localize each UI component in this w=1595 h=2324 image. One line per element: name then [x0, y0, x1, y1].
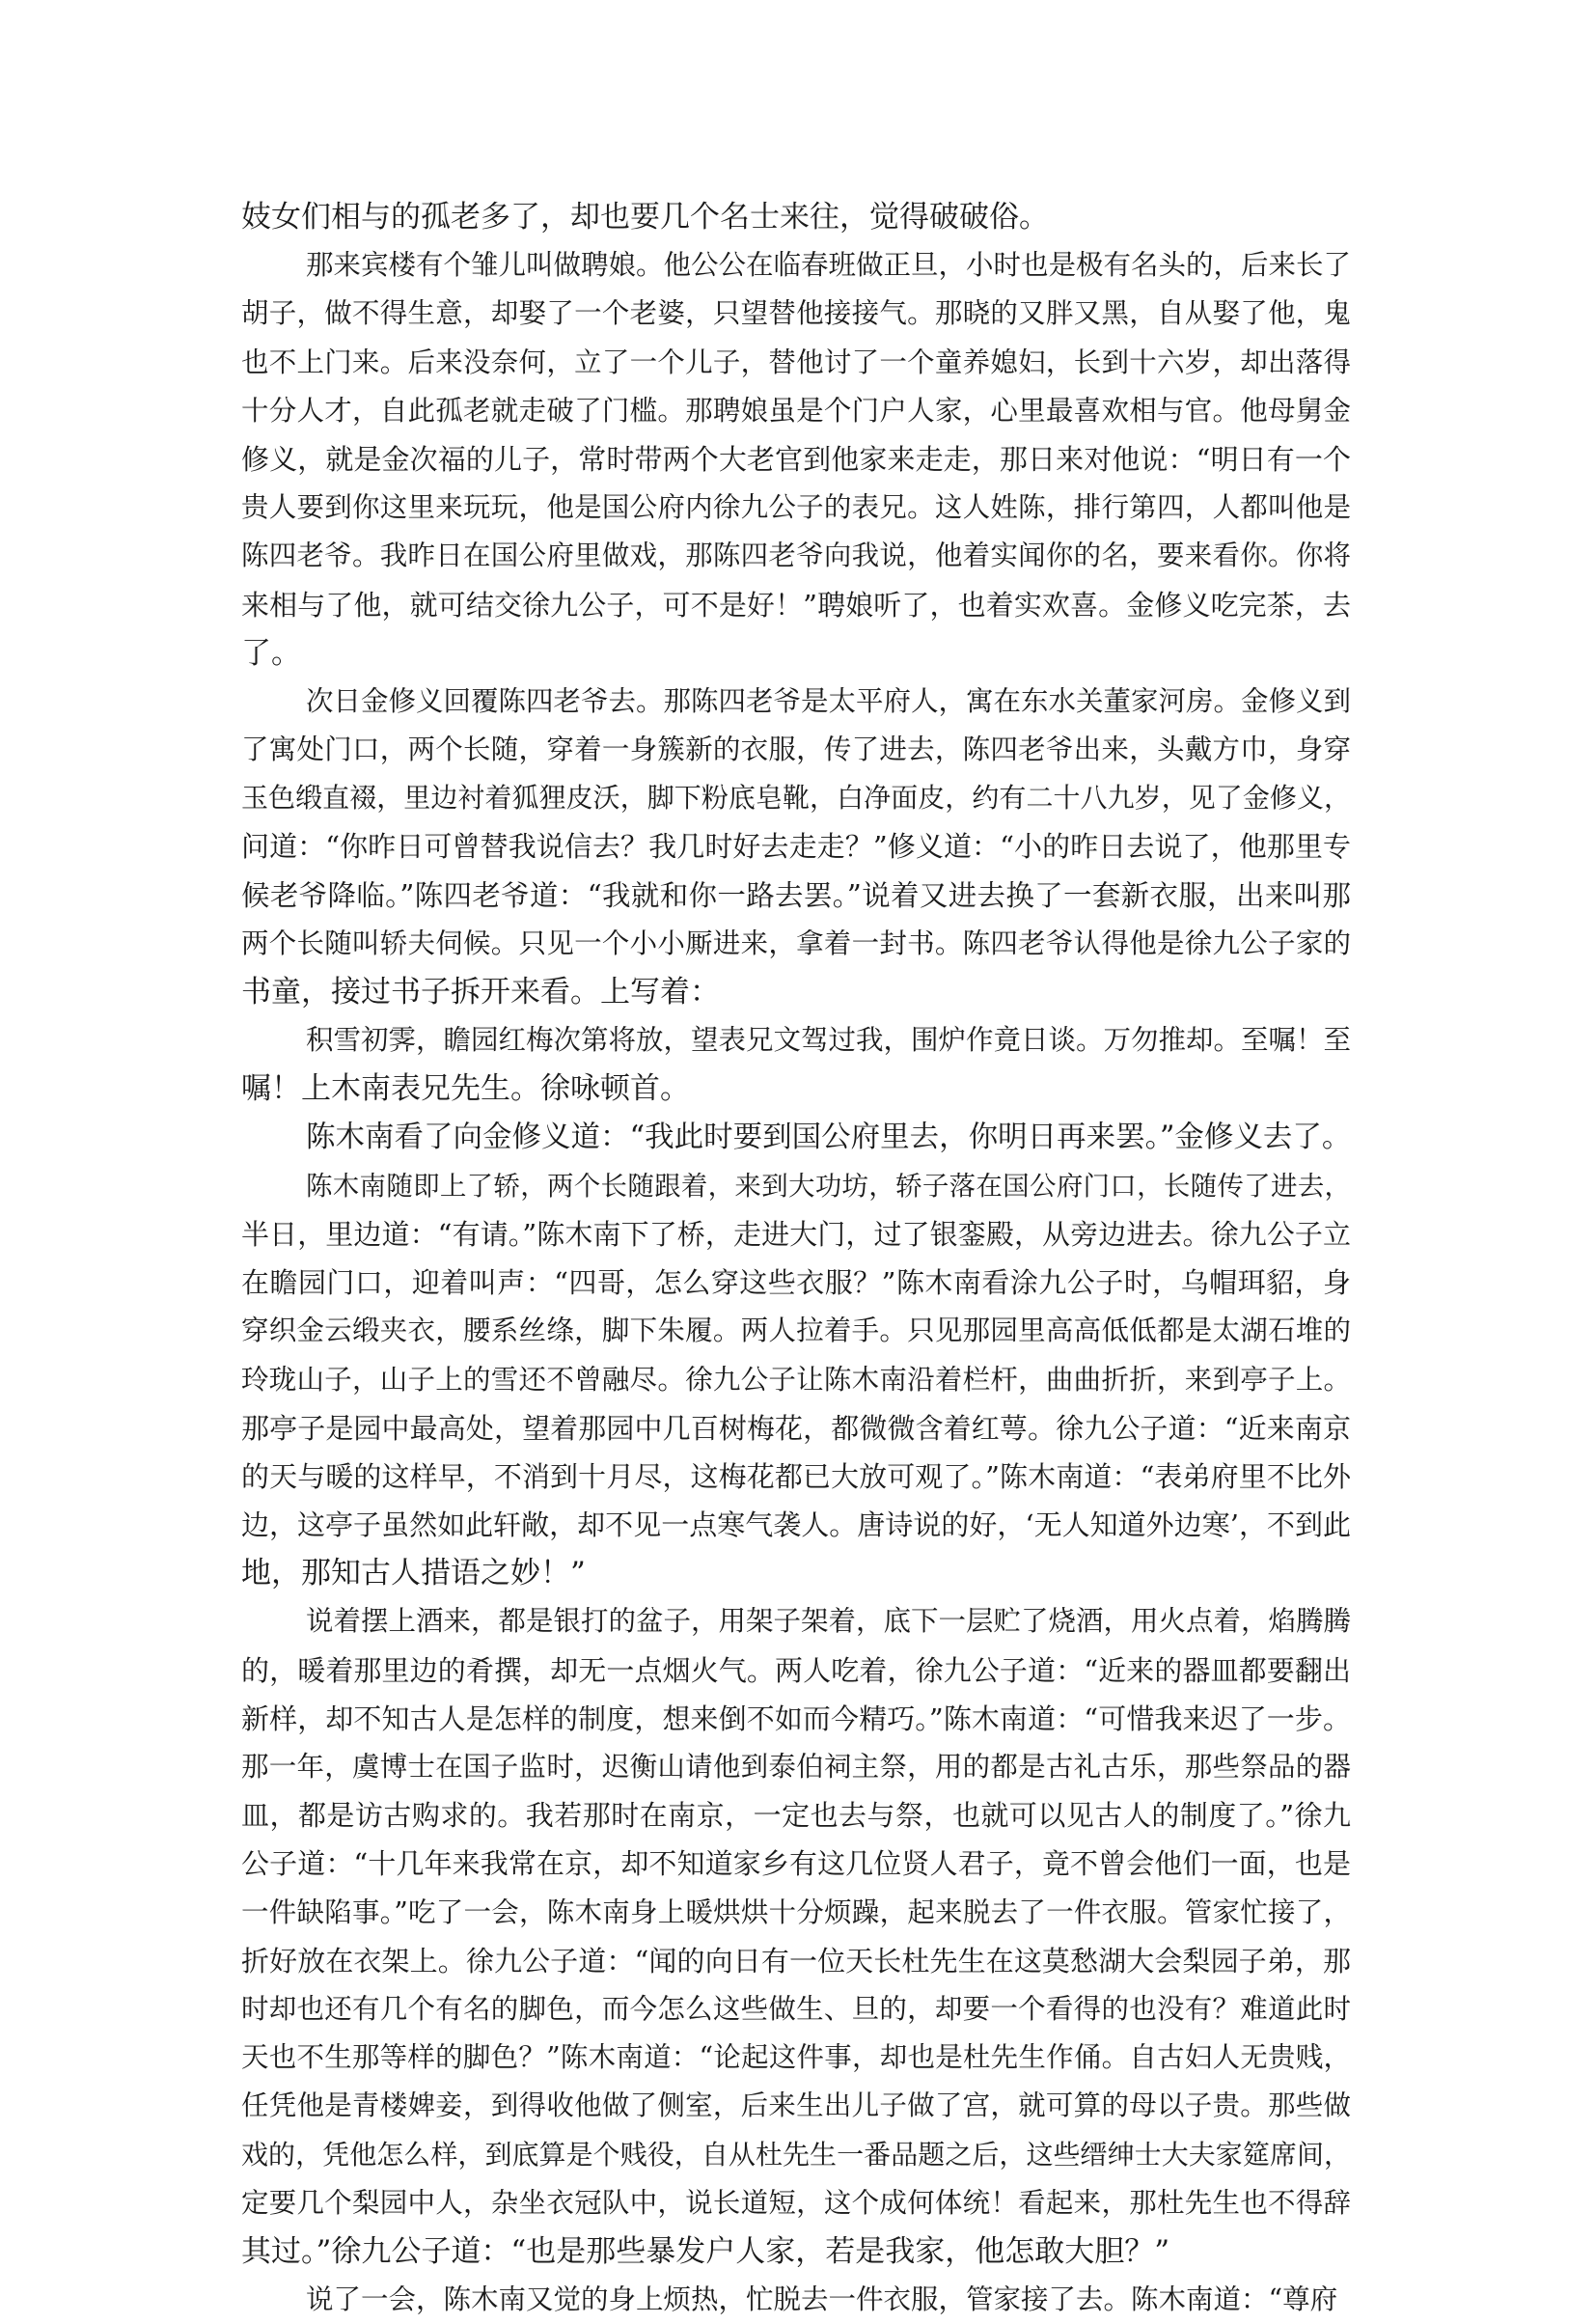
- paragraph: [241, 1016, 1351, 1113]
- text-line: 贵人要到你这里来玩玩，他是国公府内徐九公子的表兄。这人姓陈，排行第四，人都叫他是: [241, 491, 1351, 524]
- text-line: 也不上门来。后来没奈何，立了一个儿子，替他讨了一个童养媳妇，长到十六岁，却出落得: [241, 346, 1351, 378]
- text-line: 玉色缎直裰，里边衬着狐狸皮沃，脚下粉底皂靴，白净面皮，约有二十八九岁，见了金修义，: [241, 782, 1351, 815]
- text-line: 那一年，虞博士在国子监时，迟衡山请他到泰伯祠主祭，用的都是古礼古乐，那些祭品的器: [241, 1751, 1351, 1783]
- text-line: 那亭子是园中最高处，望着那园中几百树梅花，都微微含着红萼。徐九公子道：“近来南京: [241, 1411, 1351, 1445]
- paragraph: [241, 1597, 1351, 2276]
- text-line: 两个长随叫轿夫伺候。只见一个小小厮进来，拿着一封书。陈四老爷认得他是徐九公子家的: [241, 927, 1351, 959]
- text-line: 一件缺陷事。”吃了一会，陈木南身上暖烘烘十分烦躁，起来脱去了一件衣服。管家忙接了，: [241, 1895, 1351, 1928]
- text-line: 修义，就是金次福的儿子，常时带两个大老官到他家来走走，那日来对他说：“明日有一个: [241, 442, 1351, 476]
- paragraph: [241, 1162, 1351, 1598]
- text-line: 陈四老爷。我昨日在国公府里做戏，那陈四老爷向我说，他着实闻你的名，要来看你。你将: [241, 540, 1351, 572]
- paragraph: [241, 193, 1351, 241]
- text-line: 半日，里边道：“有请。”陈木南下了桥，走进大门，过了银銮殿，从旁边进去。徐九公子立: [241, 1217, 1351, 1251]
- text-line: 折好放在衣架上。徐九公子道：“闻的向日有一位天长杜先生在这莫愁湖大会梨园子弟，那: [241, 1944, 1351, 1978]
- text-line: 的天与暖的这样早，不消到十月尽，这梅花都已大放可观了。”陈木南道：“表弟府里不比外: [241, 1459, 1351, 1493]
- text-line: 任凭他是青楼婢妾，到得收他做了侧室，后来生出儿子做了宫，就可算的母以子贵。那些做: [241, 2089, 1351, 2122]
- text-line: 陈木南看了向金修义道：“我此时要到国公府里去，你明日再来罢。”金修义去了。: [306, 1120, 1351, 1154]
- text-line: 积雪初霁，瞻园红梅次第将放，望表兄文驾过我，围炉作竟日谈。万勿推却。至嘱！至: [306, 1024, 1351, 1057]
- paragraph: [241, 1114, 1351, 1162]
- text-line: 了寓处门口，两个长随，穿着一身簇新的衣服，传了进去，陈四老爷出来，头戴方巾，身穿: [241, 733, 1351, 766]
- text-line: 了。: [241, 635, 301, 671]
- text-line: 边，这亭子虽然如此轩敞，却不见一点寒气袭人。唐诗说的好，‘无人知道外边寒’，不到此: [241, 1508, 1351, 1542]
- text-line: 那来宾楼有个雏儿叫做聘娘。他公公在临春班做正旦，小时也是极有名头的，后来长了: [306, 249, 1351, 282]
- text-line: 说着摆上酒来，都是银打的盆子，用架子架着，底下一层贮了烧酒，用火点着，焰腾腾: [306, 1605, 1351, 1638]
- text-line: 妓女们相与的孤老多了，却也要几个名士来往，觉得破破俗。: [241, 200, 1049, 235]
- text-line: 的，暖着那里边的肴撰，却无一点烟火气。两人吃着，徐九公子道：“近来的器皿都要翻出: [241, 1653, 1351, 1687]
- text-line: 问道：“你昨日可曾替我说信去？我几时好去走走？”修义道：“小的昨日去说了，他那里专: [241, 830, 1351, 864]
- text-line: 穿织金云缎夹衣，腰系丝绦，脚下朱履。两人拉着手。只见那园里高高低低都是太湖石堆的: [241, 1314, 1351, 1347]
- text-line: 候老爷降临。”陈四老爷道：“我就和你一路去罢。”说着又进去换了一套新衣服，出来叫那: [241, 878, 1351, 912]
- text-line: 在瞻园门口，迎着叫声：“四哥，怎么穿这些衣服？”陈木南看涂九公子时，乌帽珥貂，身: [241, 1266, 1351, 1300]
- text-line: 定要几个梨园中人，杂坐衣冠队中，说长道短，这个成何体统！看起来，那杜先生也不得辞: [241, 2186, 1351, 2219]
- paragraph: [241, 2276, 1351, 2324]
- text-line: 皿，都是访古购求的。我若那时在南京，一定也去与祭，也就可以见古人的制度了。”徐九: [241, 1799, 1351, 1833]
- paragraph: [241, 678, 1351, 1016]
- text-line: 来相与了他，就可结交徐九公子，可不是好！”聘娘听了，也着实欢喜。金修义吃完茶，去: [241, 588, 1351, 622]
- text-line: 胡子，做不得生意，却娶了一个老婆，只望替他接接气。那晓的又胖又黑，自从娶了他，鬼: [241, 297, 1351, 330]
- text-line: 说了一会，陈木南又觉的身上烦热，忙脱去一件衣服，管家接了去。陈木南道：“尊府: [306, 2283, 1338, 2316]
- text-line: 次日金修义回覆陈四老爷去。那陈四老爷是太平府人，寓在东水关董家河房。金修义到: [306, 684, 1351, 717]
- text-line: 地，那知古人措语之妙！”: [241, 1556, 586, 1591]
- text-line: 时却也还有几个有名的脚色，而今怎么这些做生、旦的，却要一个看得的也没有？难道此时: [241, 1992, 1351, 2025]
- text-line: 戏的，凭他怎么样，到底算是个贱役，自从杜先生一番品题之后，这些缙绅士大夫家筵席间，: [241, 2138, 1351, 2171]
- text-line: 新样，却不知古人是怎样的制度，想来倒不如而今精巧。”陈木南道：“可惜我来迟了一步。: [241, 1702, 1351, 1735]
- text-line: 天也不生那等样的脚色？”陈木南道：“论起这件事，却也是杜先生作俑。自古妇人无贵贱，: [241, 2041, 1351, 2074]
- text-line: 陈木南随即上了轿，两个长随跟着，来到大功坊，轿子落在国公府门口，长随传了进去，: [306, 1170, 1351, 1202]
- text-line: 十分人才，自此孤老就走破了门槛。那聘娘虽是个门户人家，心里最喜欢相与官。他母舅金: [241, 394, 1351, 427]
- text-line: 其过。”徐九公子道：“也是那些暴发户人家，若是我家，他怎敢大胆？”: [241, 2233, 1170, 2269]
- paragraph: [241, 241, 1351, 678]
- text-line: 书童，接过书子拆开来看。上写着：: [241, 975, 720, 1010]
- text-line: 公子道：“十几年来我常在京，却不知道家乡有这几位贤人君子，竟不曾会他们一面，也是: [241, 1847, 1351, 1881]
- text-line: 嘱！上木南表兄先生。徐咏顿首。: [241, 1071, 690, 1107]
- document-page: [241, 193, 1351, 2324]
- text-line: 玲珑山子，山子上的雪还不曾融尽。徐九公子让陈木南沿着栏杆，曲曲折折，来到亭子上。: [241, 1363, 1351, 1396]
